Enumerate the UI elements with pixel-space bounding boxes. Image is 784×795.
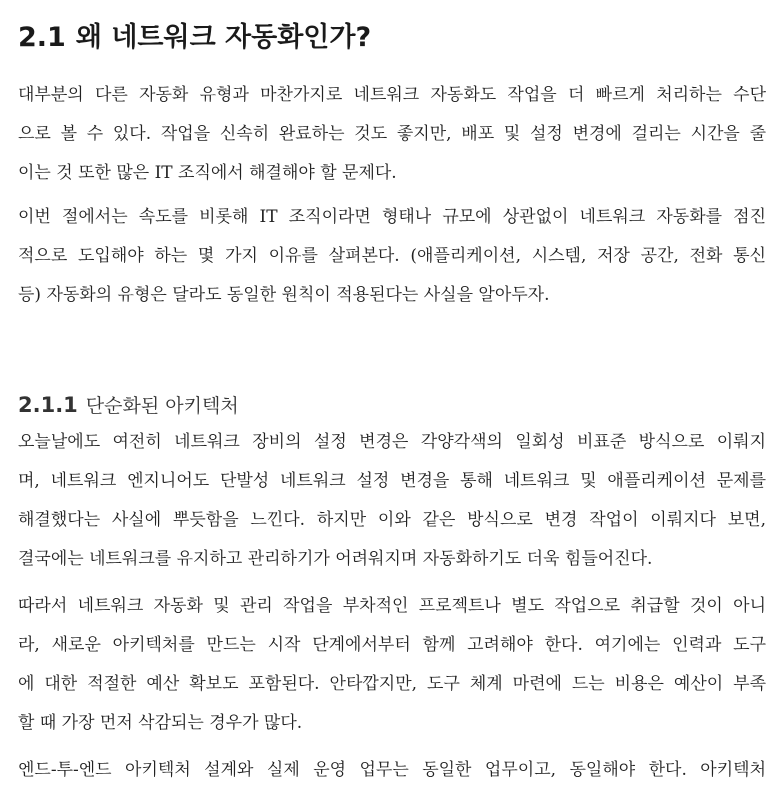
section-title: 왜 네트워크 자동화인가? [75, 22, 372, 53]
text-line: 이는 것 또한 많은 IT 조직에서 해결해야 할 문제다. [18, 163, 397, 183]
text-line: 해결했다는 사실에 뿌듯함을 느낀다. 하지만 이와 같은 방식으로 변경 작업이 이뤄지다 보면, [18, 510, 766, 530]
paragraph-arch-2 [18, 587, 766, 743]
text-line: 적으로 도입해야 하는 몇 가지 이유를 살펴본다. (애플리케이션, 시스템, 저장 공간, 전화 통신 [18, 246, 766, 266]
text-line: 오늘날에도 여전히 네트워크 장비의 설정 변경은 각양각색의 일회성 비표준 방식으로 이뤄지 [18, 432, 766, 452]
paragraph-arch-3 [18, 751, 766, 790]
paragraph-intro-1 [18, 76, 766, 193]
section-number: 2.1 [18, 22, 66, 53]
text-line: 으로 볼 수 있다. 작업을 신속히 완료하는 것도 좋지만, 배포 및 설정 변경에 걸리는 시간을 줄 [18, 124, 766, 144]
text-line: 등) 자동화의 유형은 달라도 동일한 원칙이 적용된다는 사실을 알아두자. [18, 285, 550, 305]
text-line: 엔드-투-엔드 아키텍처 설계와 실제 운영 업무는 동일한 업무이고, 동일해야 한다. 아키텍처 [18, 760, 766, 780]
text-line: 이번 절에서는 속도를 비롯해 IT 조직이라면 형태나 규모에 상관없이 네트워크 자동화를 점진 [18, 207, 766, 227]
section-heading [18, 20, 371, 56]
paragraph-intro-2 [18, 198, 766, 315]
text-line: 에 대한 적절한 예산 확보도 포함된다. 안타깝지만, 도구 체계 마련에 드는 비용은 예산이 부족 [18, 674, 766, 694]
text-line: 라, 새로운 아키텍처를 만드는 시작 단계에서부터 함께 고려해야 한다. 여기에는 인력과 도구 [18, 635, 766, 655]
text-line: 결국에는 네트워크를 유지하고 관리하기가 어려워지며 자동화하기도 더욱 힘들어진다. [18, 549, 653, 569]
paragraph-arch-1 [18, 423, 766, 579]
subsection-heading [18, 390, 239, 421]
subsection-number: 2.1.1 [18, 393, 78, 417]
text-line: 따라서 네트워크 자동화 및 관리 작업을 부차적인 프로젝트나 별도 작업으로 취급할 것이 아니 [18, 596, 766, 616]
text-line: 며, 네트워크 엔지니어도 단발성 네트워크 설정 변경을 통해 네트워크 및 애플리케이션 문제를 [18, 471, 766, 491]
text-line: 할 때 가장 먼저 삭감되는 경우가 많다. [18, 713, 303, 733]
subsection-title: 단순화된 아키텍처 [85, 395, 239, 417]
text-line: 대부분의 다른 자동화 유형과 마찬가지로 네트워크 자동화도 작업을 더 빠르게 처리하는 수단 [18, 85, 766, 105]
